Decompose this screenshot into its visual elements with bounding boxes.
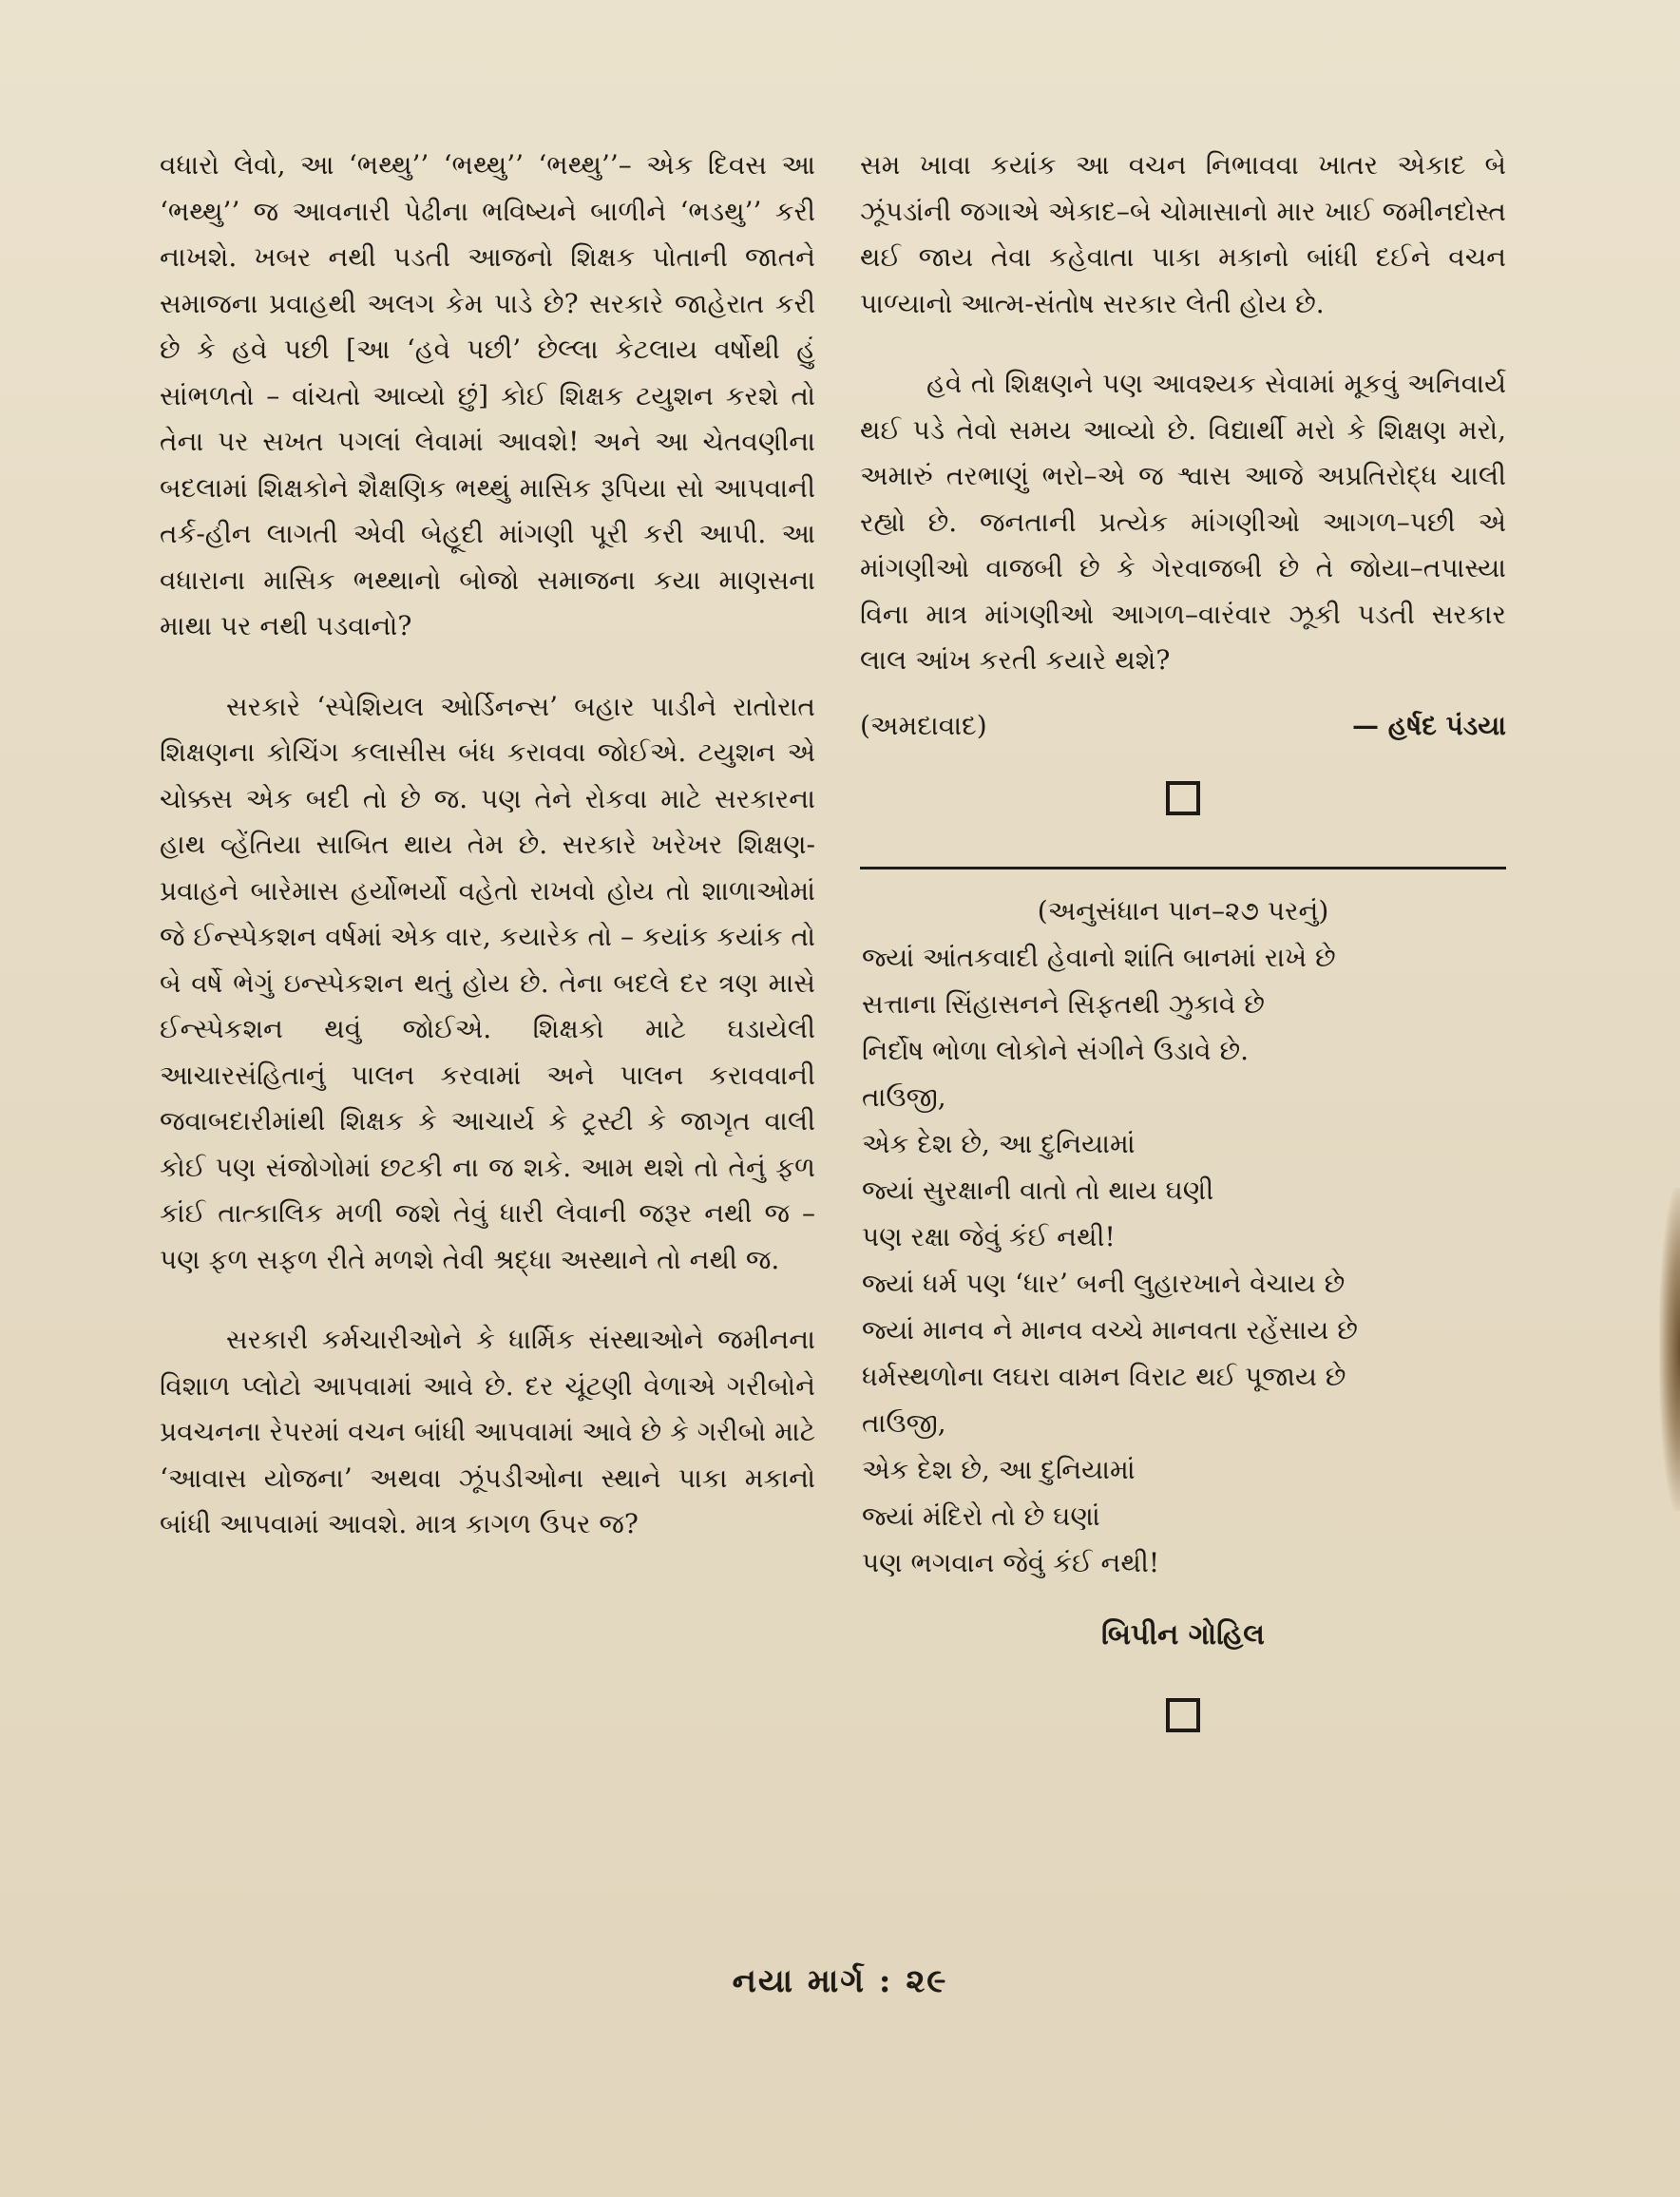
page-footer: નયા માર્ગ : ૨૯ [732,1962,948,2000]
left-column [160,143,815,1548]
right-paragraph-2: હવે તો શિક્ષણને પણ આવશ્યક સેવામાં મૂકવું અનિવાર્ય થઈ પડે તેવો સમય આવ્યો છે. વિદ્યાર્થી મરો કે શિક્ષણ મરો, અમારું તરભાણું ભરો–એ જ શ્વાસ આજે અપ્રતિરોદ્ધ ચાલી રહ્યો છે. જનતાની પ્રત્યેક માંગણીઓ આગળ–પછી એ માંગણીઓ વાજબી છે કે ગેરવાજબી છે તે જોયા–તપાસ્યા વિના માત્ર માંગણીઓ આગળ–વારંવાર ઝૂકી પડતી સરકાર લાલ આંખ કરતી કયારે થશે? [860,368,1506,676]
poem-line: પણ રક્ષા જેવું કંઈ નથી! [862,1220,1116,1252]
section-divider [860,867,1506,869]
article-place: (અમદાવાદ) [860,709,987,741]
article-author: — હર્ષદ પંડયા [1351,709,1506,741]
poem-line: સત્તાના સિંહાસનને સિફતથી ઝુકાવે છે [862,987,1265,1020]
poem-line: જ્યાં આંતકવાદી હેવાનો શાંતિ બાનમાં રાખે છે [862,941,1336,973]
poem-line: જ્યાં મંદિરો તો છે ઘણાં [862,1500,1100,1532]
end-box-icon [1166,1698,1200,1732]
end-box-icon [1166,781,1200,815]
poem-line: જ્યાં માનવ ને માનવ વચ્ચે માનવતા રહેંસાય છે [862,1313,1358,1346]
poem-line: જ્યાં સુરક્ષાની વાતો તો થાય ઘણી [862,1174,1214,1206]
poem [860,934,1506,1586]
poem-line: જ્યાં ધર્મ પણ ‘ધાર’ બની લુહારખાને વેચાય છે [862,1267,1346,1299]
poet-name: બિપીન ગોહિલ [1101,1617,1265,1652]
poem-line: પણ ભગવાન જેવું કંઈ નથી! [862,1546,1160,1578]
poem-line: તાઉજી, [862,1080,946,1113]
right-paragraph-1: સમ ખાવા કયાંક આ વચન નિભાવવા ખાતર એકાદ બે ઝૂંપડાંની જગાએ એકાદ–બે ચોમાસાનો માર ખાઈ જમીનદોસ્ત થઈ જાય તેવા કહેવાતા પાકા મકાનો બાંધી દઈને વચન પાળ્યાનો આત્મ-સંતોષ સરકાર લેતી હોય છે. [860,149,1506,319]
poem-line: ધર્મસ્થળોના લઘરા વામન વિરાટ થઈ પૂજાય છે [862,1360,1346,1392]
continuation-note: (અનુસંધાન પાન–૨૭ પરનું) [1037,894,1329,927]
left-paragraph-3: સરકારી કર્મચારીઓને કે ધાર્મિક સંસ્થાઓને જમીનના વિશાળ પ્લોટો આપવામાં આવે છે. દર ચૂંટણી વેળાએ ગરીબોને પ્રવચનના રેપરમાં વચન બાંધી આપવામાં આવે છે કે ગરીબો માટે ‘આવાસ યોજના’ અથવા ઝૂંપડીઓના સ્થાને પાકા મકાનો બાંધી આપવામાં આવશે. માત્ર કાગળ ઉપર જ? [160,1324,815,1539]
poem-line: તાઉજી, [862,1406,946,1439]
poem-line: એક દેશ છે, આ દુનિયામાં [862,1453,1136,1485]
end-mark-poem [860,1698,1506,1732]
poem-line: એક દેશ છે, આ દુનિયામાં [862,1127,1136,1159]
edge-stain [1659,1188,1680,1511]
article-signature [860,703,1506,749]
left-paragraph-2: સરકારે ‘સ્પેશિયલ ઓર્ડિનન્સ’ બહાર પાડીને રાતોરાત શિક્ષણના કોચિંગ કલાસીસ બંધ કરાવવા જોઈએ. ટયુશન એ ચોક્કસ એક બદી તો છે જ. પણ તેને રોકવા માટે સરકારના હાથ વ્હેંતિયા સાબિત થાય તેમ છે. સરકારે ખરેખર શિક્ષણ-પ્રવાહને બારેમાસ હર્યોભર્યો વહેતો રાખવો હોય તો શાળાઓમાં જે ઈન્સ્પેકશન વર્ષમાં એક વાર, કયારેક તો – કયાંક કયાંક તો બે વર્ષે ભેગું ઇન્સ્પેકશન થતું હોય છે. તેના બદલે દર ત્રણ માસે ઈન્સ્પેકશન થવું જોઈએ. શિક્ષકો માટે ઘડાયેલી આચારસંહિતાનું પાલન કરવામાં અને પાલન કરાવવાની જવાબદારીમાંથી શિક્ષક કે આચાર્ય કે ટ્રસ્ટી કે જાગૃત વાલી કોઈ પણ સંજોગોમાં છટકી ના જ શકે. આમ થશે તો તેનું ફળ કાંઈ તાત્કાલિક મળી જશે તેવું ધારી લેવાની જરૂર નથી જ – પણ ફળ સફળ રીતે મળશે તેવી શ્રદ્ધા અસ્થાને તો નથી જ. [160,690,815,1275]
right-column [860,143,1506,1732]
left-paragraph-1: વધારો લેવો, આ ‘ભથ્થુ’’ ‘ભથ્થુ’’ ‘ભથ્થુ’’– એક દિવસ આ ‘ભથ્થુ’’ જ આવનારી પેઢીના ભવિષ્યને બાળીને ‘ભડથુ’’ કરી નાખશે. ખબર નથી પડતી આજનો શિક્ષક પોતાની જાતને સમાજના પ્રવાહથી અલગ કેમ પાડે છે? સરકારે જાહેરાત કરી છે કે હવે પછી [આ ‘હવે પછી’ છેલ્લા કેટલાય વર્ષોથી હું સાંભળતો – વાંચતો આવ્યો છું] કોઈ શિક્ષક ટયુશન કરશે તો તેના પર સખત પગલાં લેવામાં આવશે! અને આ ચેતવણીના બદલામાં શિક્ષકોને શૈક્ષણિક ભથ્થું માસિક રૂપિયા સો આપવાની તર્ક-હીન લાગતી એવી બેહૂદી માંગણી પૂરી કરી આપી. આ વધારાના માસિક ભથ્થાનો બોજો સમાજના કયા માણસના માથા પર નથી પડવાનો? [160,149,815,641]
poem-line: નિર્દોષ ભોળા લોકોને સંગીને ઉડાવે છે. [862,1034,1249,1066]
end-mark-article [860,781,1506,815]
